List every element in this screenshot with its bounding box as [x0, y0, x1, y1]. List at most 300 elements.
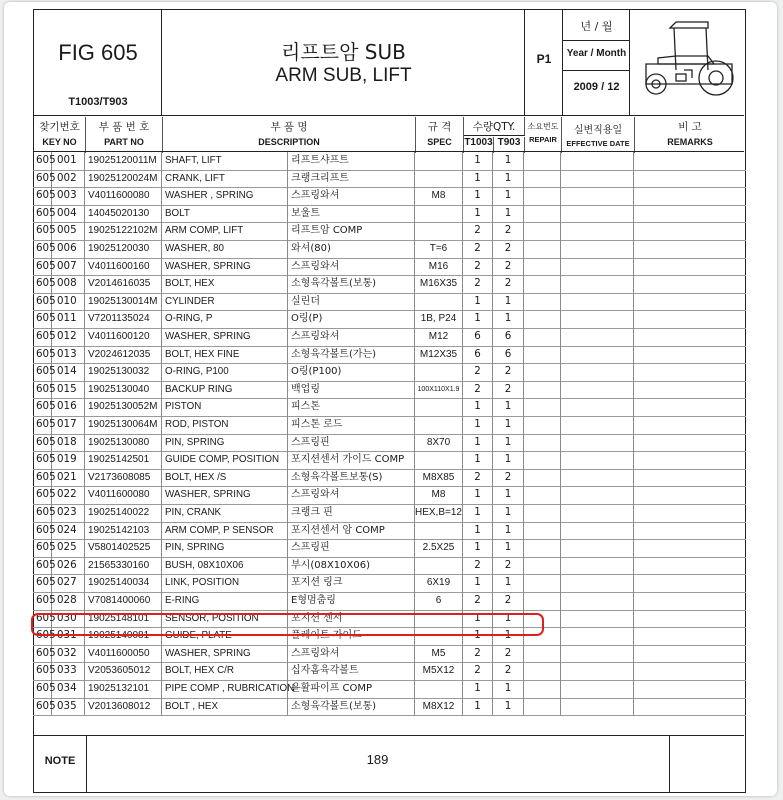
row-qty-t1003: 2: [463, 258, 493, 276]
row-qty-t903: 2: [493, 222, 524, 240]
col-remarks: [635, 117, 745, 153]
row-qty-t1003: 2: [463, 222, 493, 240]
row-description-ko: O링(P): [288, 310, 415, 328]
row-description-ko: 실린더: [288, 293, 415, 311]
row-repair: [524, 645, 561, 663]
row-description-en: BOLT, HEX C/R: [162, 662, 288, 680]
row-spec: [415, 205, 463, 223]
row-fig-number: 605: [33, 522, 52, 540]
table-row: [33, 662, 746, 681]
row-spec: [415, 222, 463, 240]
row-qty-t1003: 1: [463, 698, 493, 716]
row-repair: [524, 539, 561, 557]
row-qty-t1003: 1: [463, 170, 493, 188]
col-spec-ko: 규 격: [427, 121, 452, 133]
row-fig-number: 605: [33, 486, 52, 504]
row-repair: [524, 434, 561, 452]
row-description-en: ROD, PISTON: [162, 416, 288, 434]
fig-cell: [34, 10, 162, 116]
row-effective-date: [561, 258, 634, 276]
row-description-en: CRANK, LIFT: [162, 170, 288, 188]
col-repair-ko: 소요번도: [527, 122, 559, 131]
row-description-ko: 소형육각볼트(보통): [288, 275, 415, 293]
row-effective-date: [561, 363, 634, 381]
table-row: [33, 293, 746, 312]
highlight-box: [31, 613, 544, 636]
row-effective-date: [561, 645, 634, 663]
row-qty-t903: 1: [493, 205, 524, 223]
row-description-en: PIN, SPRING: [162, 434, 288, 452]
row-part-number: V4011600120: [85, 328, 162, 346]
row-part-number: 19025122102M: [85, 222, 162, 240]
row-description-en: PIPE COMP , RUBRICATION: [162, 680, 288, 698]
row-fig-number: 605: [33, 539, 52, 557]
row-repair: [524, 662, 561, 680]
row-repair: [524, 275, 561, 293]
row-repair: [524, 451, 561, 469]
row-part-number: V2173608085: [85, 469, 162, 487]
title-english: ARM SUB, LIFT: [275, 65, 412, 86]
row-qty-t1003: 1: [463, 293, 493, 311]
row-repair: [524, 346, 561, 364]
row-qty-t903: 2: [493, 275, 524, 293]
row-effective-date: [561, 170, 634, 188]
row-description-en: SENSOR, POSITION: [162, 610, 288, 628]
table-row: [33, 469, 746, 488]
row-key-number: 023: [52, 504, 85, 522]
row-description-en: E-RING: [162, 592, 288, 610]
row-repair: [524, 504, 561, 522]
row-effective-date: [561, 522, 634, 540]
row-qty-t903: 1: [493, 539, 524, 557]
row-part-number: V2053605012: [85, 662, 162, 680]
row-description-ko: 크랭크리프트: [288, 170, 415, 188]
row-remarks: [634, 698, 746, 716]
row-remarks: [634, 469, 746, 487]
row-fig-number: 605: [33, 205, 52, 223]
row-effective-date: [561, 469, 634, 487]
row-effective-date: [561, 592, 634, 610]
row-remarks: [634, 574, 746, 592]
col-effective-date-ko: 실변직용일: [573, 125, 623, 136]
row-description-ko: 스프링핀: [288, 539, 415, 557]
row-fig-number: 605: [33, 610, 52, 628]
row-effective-date: [561, 539, 634, 557]
row-description-ko: 리프트샤프트: [288, 152, 415, 170]
row-qty-t903: 2: [493, 258, 524, 276]
row-qty-t1003: 2: [463, 469, 493, 487]
tractor-outline-icon: [636, 18, 740, 108]
row-repair: [524, 187, 561, 205]
row-key-number: 001: [52, 152, 85, 170]
table-row: [33, 416, 746, 435]
qty-divider: [464, 135, 525, 136]
row-qty-t903: 2: [493, 381, 524, 399]
col-description-ko: 부 품 명: [270, 121, 308, 133]
row-key-number: 007: [52, 258, 85, 276]
row-key-number: 033: [52, 662, 85, 680]
row-effective-date: [561, 346, 634, 364]
table-row: [33, 698, 746, 717]
row-part-number: 21565330160: [85, 557, 162, 575]
row-description-ko: 포지션 링크: [288, 574, 415, 592]
row-qty-t903: 2: [493, 240, 524, 258]
row-fig-number: 605: [33, 346, 52, 364]
row-remarks: [634, 152, 746, 170]
row-qty-t903: 6: [493, 346, 524, 364]
row-repair: [524, 398, 561, 416]
row-description-ko: O링(P100): [288, 363, 415, 381]
row-spec: M16: [415, 258, 463, 276]
row-fig-number: 605: [33, 170, 52, 188]
row-repair: [524, 557, 561, 575]
title-cell: [162, 10, 525, 116]
row-key-number: 026: [52, 557, 85, 575]
row-effective-date: [561, 222, 634, 240]
note-label: NOTE: [44, 755, 76, 767]
row-fig-number: 605: [33, 363, 52, 381]
row-fig-number: 605: [33, 275, 52, 293]
row-fig-number: 605: [33, 152, 52, 170]
row-description-en: BOLT: [162, 205, 288, 223]
row-remarks: [634, 680, 746, 698]
row-key-number: 016: [52, 398, 85, 416]
row-spec: [415, 557, 463, 575]
table-row: [33, 381, 746, 400]
row-qty-t1003: 2: [463, 662, 493, 680]
table-row: [33, 152, 746, 171]
col-qty-t1003: T1003: [464, 137, 494, 153]
note-divider-right: [669, 735, 670, 792]
row-remarks: [634, 434, 746, 452]
row-key-number: 017: [52, 416, 85, 434]
row-part-number: 19025120024M: [85, 170, 162, 188]
row-qty-t903: 2: [493, 645, 524, 663]
row-repair: [524, 205, 561, 223]
row-part-number: 19025132101: [85, 680, 162, 698]
row-spec: [415, 680, 463, 698]
row-remarks: [634, 592, 746, 610]
title-korean: 리프트암 SUB: [281, 40, 406, 64]
col-spec: [416, 117, 464, 153]
row-part-number: 19025130032: [85, 363, 162, 381]
row-fig-number: 605: [33, 310, 52, 328]
row-key-number: 002: [52, 170, 85, 188]
row-qty-t903: 1: [493, 398, 524, 416]
row-description-ko: 피스톤: [288, 398, 415, 416]
row-key-number: 024: [52, 522, 85, 540]
row-description-en: BOLT, HEX /S: [162, 469, 288, 487]
row-spec: [415, 152, 463, 170]
table-row: [33, 205, 746, 224]
row-qty-t903: 1: [493, 451, 524, 469]
row-spec: M12X35: [415, 346, 463, 364]
row-qty-t1003: 2: [463, 363, 493, 381]
table-row: [33, 557, 746, 576]
row-spec: 2.5X25: [415, 539, 463, 557]
row-spec: 6: [415, 592, 463, 610]
row-effective-date: [561, 451, 634, 469]
row-description-ko: 스프링와셔: [288, 258, 415, 276]
row-qty-t1003: 2: [463, 381, 493, 399]
row-description-en: ARM COMP, P SENSOR: [162, 522, 288, 540]
row-description-ko: 리프트암 COMP: [288, 222, 415, 240]
table-row: [33, 310, 746, 329]
row-fig-number: 605: [33, 680, 52, 698]
row-fig-number: 605: [33, 398, 52, 416]
row-remarks: [634, 504, 746, 522]
row-spec: [415, 398, 463, 416]
row-description-en: CYLINDER: [162, 293, 288, 311]
row-part-number: V2014616035: [85, 275, 162, 293]
row-remarks: [634, 398, 746, 416]
table-row: [33, 592, 746, 611]
row-qty-t903: 2: [493, 469, 524, 487]
row-fig-number: 605: [33, 240, 52, 258]
row-qty-t903: 1: [493, 310, 524, 328]
row-effective-date: [561, 293, 634, 311]
row-part-number: V7081400060: [85, 592, 162, 610]
row-qty-t1003: 2: [463, 592, 493, 610]
row-repair: [524, 592, 561, 610]
row-part-number: 19025140034: [85, 574, 162, 592]
row-remarks: [634, 522, 746, 540]
row-qty-t903: 1: [493, 152, 524, 170]
row-key-number: 010: [52, 293, 85, 311]
row-qty-t903: 1: [493, 293, 524, 311]
row-key-number: 032: [52, 645, 85, 663]
row-spec: M8X12: [415, 698, 463, 716]
row-qty-t903: 1: [493, 698, 524, 716]
row-spec: HEX,B=12: [415, 504, 463, 522]
row-part-number: 19025130040: [85, 381, 162, 399]
col-effective-date: [562, 117, 635, 153]
row-spec: M8X85: [415, 469, 463, 487]
row-key-number: 028: [52, 592, 85, 610]
row-description-en: BOLT, HEX FINE: [162, 346, 288, 364]
table-row: [33, 222, 746, 241]
row-remarks: [634, 328, 746, 346]
row-qty-t903: 1: [493, 187, 524, 205]
row-description-en: WASHER , SPRING: [162, 187, 288, 205]
row-qty-t1003: 2: [463, 240, 493, 258]
row-key-number: 013: [52, 346, 85, 364]
row-key-number: 004: [52, 205, 85, 223]
row-effective-date: [561, 557, 634, 575]
row-description-ko: 와셔(80): [288, 240, 415, 258]
row-repair: [524, 222, 561, 240]
row-qty-t903: 1: [493, 434, 524, 452]
table-row: [33, 346, 746, 365]
row-description-ko: 포지션센서 가이드 COMP: [288, 451, 415, 469]
row-fig-number: 605: [33, 293, 52, 311]
row-spec: [415, 293, 463, 311]
row-fig-number: 605: [33, 627, 52, 645]
row-fig-number: 605: [33, 258, 52, 276]
col-description: [163, 117, 416, 153]
row-description-en: LINK, POSITION: [162, 574, 288, 592]
row-qty-t1003: 1: [463, 680, 493, 698]
row-fig-number: 605: [33, 504, 52, 522]
row-qty-t1003: 1: [463, 610, 493, 628]
row-effective-date: [561, 152, 634, 170]
row-qty-t903: 2: [493, 592, 524, 610]
row-qty-t903: 1: [493, 574, 524, 592]
row-part-number: 19025140081: [85, 627, 162, 645]
row-part-number: 14045020130: [85, 205, 162, 223]
row-description-en: BOLT , HEX: [162, 698, 288, 716]
row-qty-t1003: 1: [463, 398, 493, 416]
row-repair: [524, 310, 561, 328]
row-repair: [524, 293, 561, 311]
row-description-en: GUIDE, PLATE: [162, 627, 288, 645]
row-key-number: 022: [52, 486, 85, 504]
row-qty-t1003: 1: [463, 434, 493, 452]
row-qty-t903: 1: [493, 610, 524, 628]
row-description-ko: 백업링: [288, 381, 415, 399]
row-remarks: [634, 346, 746, 364]
row-description-ko: 플레이트 가이드: [288, 627, 415, 645]
row-spec: 100X110X1.9: [415, 381, 463, 399]
row-description-en: WASHER, SPRING: [162, 645, 288, 663]
row-description-en: WASHER, 80: [162, 240, 288, 258]
row-effective-date: [561, 416, 634, 434]
year-month-value: 2009 / 12: [573, 81, 620, 93]
row-key-number: 005: [52, 222, 85, 240]
fig-number: FIG 605: [58, 40, 138, 65]
row-effective-date: [561, 205, 634, 223]
row-description-ko: 보울트: [288, 205, 415, 223]
row-description-ko: 소형육각볼트(보통): [288, 698, 415, 716]
row-effective-date: [561, 662, 634, 680]
row-key-number: 006: [52, 240, 85, 258]
row-remarks: [634, 557, 746, 575]
row-repair: [524, 381, 561, 399]
row-part-number: V5801402525: [85, 539, 162, 557]
row-spec: T=6: [415, 240, 463, 258]
row-key-number: 034: [52, 680, 85, 698]
year-month-cell: [563, 10, 630, 116]
row-remarks: [634, 610, 746, 628]
row-repair: [524, 258, 561, 276]
row-fig-number: 605: [33, 574, 52, 592]
row-remarks: [634, 645, 746, 663]
row-fig-number: 605: [33, 698, 52, 716]
row-qty-t1003: 1: [463, 416, 493, 434]
row-part-number: V4011600050: [85, 645, 162, 663]
row-fig-number: 605: [33, 645, 52, 663]
row-spec: M5: [415, 645, 463, 663]
row-description-en: PIN, CRANK: [162, 504, 288, 522]
row-description-ko: 스프링와셔: [288, 328, 415, 346]
row-effective-date: [561, 698, 634, 716]
col-remarks-ko: 비 고: [678, 121, 702, 133]
row-remarks: [634, 293, 746, 311]
row-part-number: V4011600080: [85, 187, 162, 205]
table-row: [33, 645, 746, 664]
row-fig-number: 605: [33, 469, 52, 487]
row-key-number: 011: [52, 310, 85, 328]
row-fig-number: 605: [33, 557, 52, 575]
row-description-ko: 포지션 센서: [288, 610, 415, 628]
row-key-number: 031: [52, 627, 85, 645]
row-description-en: WASHER, SPRING: [162, 328, 288, 346]
table-row: [33, 275, 746, 294]
row-description-en: BACKUP RING: [162, 381, 288, 399]
row-effective-date: [561, 398, 634, 416]
row-repair: [524, 680, 561, 698]
row-qty-t1003: 1: [463, 522, 493, 540]
row-repair: [524, 240, 561, 258]
year-month-korean: 년 / 월: [580, 20, 613, 33]
row-description-en: BUSH, 08X10X06: [162, 557, 288, 575]
row-part-number: 19025120011M: [85, 152, 162, 170]
row-spec: [415, 451, 463, 469]
row-description-ko: 십자홈육각볼트: [288, 662, 415, 680]
row-part-number: 19025130064M: [85, 416, 162, 434]
row-remarks: [634, 662, 746, 680]
row-part-number: 19025142501: [85, 451, 162, 469]
row-qty-t903: 1: [493, 680, 524, 698]
row-spec: [415, 170, 463, 188]
table-row: [33, 434, 746, 453]
row-fig-number: 605: [33, 434, 52, 452]
table-row: [33, 328, 746, 347]
row-key-number: 008: [52, 275, 85, 293]
row-description-ko: 스프링와셔: [288, 645, 415, 663]
row-fig-number: 605: [33, 592, 52, 610]
row-remarks: [634, 363, 746, 381]
table-row: [33, 539, 746, 558]
row-part-number: V2024612035: [85, 346, 162, 364]
row-remarks: [634, 627, 746, 645]
row-qty-t1003: 1: [463, 504, 493, 522]
row-fig-number: 605: [33, 416, 52, 434]
row-key-number: 014: [52, 363, 85, 381]
row-qty-t903: 1: [493, 627, 524, 645]
row-qty-t1003: 1: [463, 451, 493, 469]
col-key-no-ko: 찾기번호: [39, 121, 80, 133]
page-number: 189: [366, 752, 389, 767]
footer-rule: [34, 735, 744, 736]
row-description-ko: 윤활파이프 COMP: [288, 680, 415, 698]
row-remarks: [634, 416, 746, 434]
row-spec: 8X70: [415, 434, 463, 452]
row-fig-number: 605: [33, 451, 52, 469]
row-qty-t1003: 1: [463, 152, 493, 170]
table-row: [33, 187, 746, 206]
row-description-ko: 소형육각볼트보통(S): [288, 469, 415, 487]
table-row: [33, 240, 746, 259]
row-remarks: [634, 275, 746, 293]
row-repair: [524, 698, 561, 716]
row-description-en: SHAFT, LIFT: [162, 152, 288, 170]
row-qty-t1003: 2: [463, 557, 493, 575]
row-key-number: 015: [52, 381, 85, 399]
row-qty-t903: 2: [493, 363, 524, 381]
row-effective-date: [561, 434, 634, 452]
row-spec: [415, 522, 463, 540]
row-repair: [524, 469, 561, 487]
row-part-number: 19025130052M: [85, 398, 162, 416]
row-part-number: V7201135024: [85, 310, 162, 328]
row-description-en: ARM COMP, LIFT: [162, 222, 288, 240]
row-key-number: 025: [52, 539, 85, 557]
row-description-en: O-RING, P100: [162, 363, 288, 381]
row-qty-t903: 1: [493, 416, 524, 434]
row-qty-t1003: 6: [463, 346, 493, 364]
row-remarks: [634, 539, 746, 557]
